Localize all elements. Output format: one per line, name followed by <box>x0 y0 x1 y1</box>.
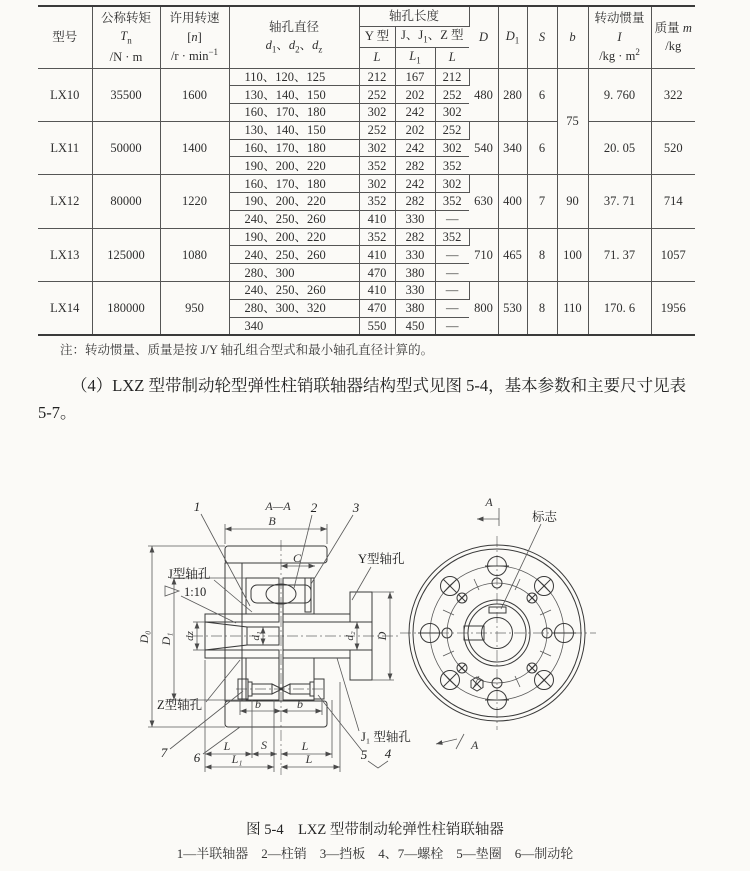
dim-dz: dz <box>184 631 196 641</box>
body-paragraph: （4）LXZ 型带制动轮型弹性柱销联轴器结构型式见图 5-4，基本参数和主要尺寸见表 5-7。 <box>38 376 687 422</box>
mark-rect <box>489 607 506 613</box>
cell: 160、170、180 <box>229 139 359 157</box>
cell: 190、200、220 <box>229 157 359 175</box>
cell: 1057 <box>651 228 695 281</box>
callout-6: 6 <box>193 750 201 765</box>
cell: 302 <box>359 104 395 122</box>
cell: 410 <box>359 210 395 228</box>
cell: 470 <box>359 299 395 317</box>
cell: 167 <box>395 68 435 86</box>
cell: 520 <box>651 121 695 174</box>
cell: 450 <box>395 317 435 335</box>
cell: 330 <box>395 246 435 264</box>
cell: — <box>435 282 469 300</box>
table-row <box>38 68 695 86</box>
cell: 282 <box>395 193 435 211</box>
dim-B: B <box>268 514 276 528</box>
table-note: 注：转动惯量、质量是按 J/Y 轴孔组合型式和最小轴孔直径计算的。 <box>60 343 434 357</box>
half-coupling-right <box>283 578 372 700</box>
cell: 540 <box>469 121 498 174</box>
cell: 280、300 <box>229 264 359 282</box>
cell: 330 <box>395 210 435 228</box>
cell: 400 <box>498 175 527 228</box>
callout-2: 2 <box>310 500 318 515</box>
section-view <box>137 499 411 775</box>
cell: 352 <box>435 228 469 246</box>
cell: 352 <box>435 157 469 175</box>
baffle-plate <box>305 578 311 612</box>
cell: 302 <box>435 104 469 122</box>
z-hole-label: Z型轴孔 <box>157 698 203 712</box>
hole-type-labels <box>157 551 411 744</box>
cell: 352 <box>435 193 469 211</box>
dim-b-left: b <box>255 697 261 711</box>
col-D: D <box>469 6 498 68</box>
col-L-z: L <box>435 47 469 68</box>
dim-L-top-left: L <box>223 739 231 753</box>
cell: 37. 71 <box>588 175 651 228</box>
taper-label: 1:10 <box>184 585 207 599</box>
cell: 330 <box>395 282 435 300</box>
col-b: b <box>557 6 588 68</box>
cell: 130、140、150 <box>229 121 359 139</box>
cell: 252 <box>435 86 469 104</box>
callout-1: 1 <box>193 499 201 514</box>
cell: — <box>435 264 469 282</box>
cell: 9. 760 <box>588 68 651 121</box>
col-model: 型号 <box>38 6 92 68</box>
cell: 20. 05 <box>588 121 651 174</box>
cell: LX14 <box>38 282 92 335</box>
cell: 710 <box>469 228 498 281</box>
cell: 80000 <box>92 175 160 228</box>
j-hole-label: J型轴孔 <box>168 567 211 581</box>
cell: 160、170、180 <box>229 104 359 122</box>
table-header <box>38 6 695 68</box>
cell: 8 <box>527 228 557 281</box>
cell: 6 <box>527 121 557 174</box>
cell: 280、300、320 <box>229 299 359 317</box>
col-torque: 公称转矩 $T_n$ /N · m <box>92 6 160 68</box>
cell: 212 <box>359 68 395 86</box>
cell: 35500 <box>92 68 160 121</box>
cell: 50000 <box>92 121 160 174</box>
cell: 410 <box>359 246 395 264</box>
cell: 470 <box>359 264 395 282</box>
figure-caption: 图 5-4 LXZ 型带制动轮弹性柱销联轴器 <box>246 822 504 838</box>
cell: 202 <box>395 86 435 104</box>
cell: 282 <box>395 228 435 246</box>
dim-b-right: b <box>297 697 303 711</box>
cell: 465 <box>498 228 527 281</box>
col-D1: $D_1$ <box>498 6 527 68</box>
col-inertia: 转动惯量 I $/kg \cdot m^2$ <box>588 6 651 68</box>
cell: 280 <box>498 68 527 121</box>
cell: — <box>435 246 469 264</box>
y-hole-label: Y型轴孔 <box>358 552 405 566</box>
cell: 630 <box>469 175 498 228</box>
cell: LX12 <box>38 175 92 228</box>
cell: 170. 6 <box>588 282 651 335</box>
cell: 352 <box>359 193 395 211</box>
cell: 1400 <box>160 121 229 174</box>
section-arrow-top <box>477 495 499 526</box>
cell: 302 <box>359 139 395 157</box>
cell: 190、200、220 <box>229 193 359 211</box>
cell: 352 <box>359 157 395 175</box>
cell: 1956 <box>651 282 695 335</box>
cell: 90 <box>557 175 588 228</box>
cell: 322 <box>651 68 695 121</box>
callout-7: 7 <box>160 745 168 760</box>
section-arrow-bottom-label: A <box>471 738 479 752</box>
cell: — <box>435 317 469 335</box>
cell: 71. 37 <box>588 228 651 281</box>
cell: 240、250、260 <box>229 210 359 228</box>
cell: 302 <box>435 139 469 157</box>
cell: 252 <box>359 121 395 139</box>
cell: 242 <box>395 175 435 193</box>
cell: 1220 <box>160 175 229 228</box>
col-speed: 许用转速 [n] $/r \cdot \min^{-1}$ <box>160 6 229 68</box>
cell: 1600 <box>160 68 229 121</box>
section-label: A—A <box>265 499 291 513</box>
callout-4: 4 <box>384 746 392 761</box>
cell: — <box>435 210 469 228</box>
section-arrow-bottom <box>436 734 479 752</box>
cell: 550 <box>359 317 395 335</box>
j1-hole-label: J₁ 型轴孔 <box>361 730 411 744</box>
dim-D0: D₀ <box>137 630 151 644</box>
end-view <box>400 495 596 752</box>
cell: 180000 <box>92 282 160 335</box>
cell: 410 <box>359 282 395 300</box>
cell: 242 <box>395 139 435 157</box>
col-bore-dia: 轴孔直径 $d_1$、$d_2$、$d_z$ <box>229 6 359 68</box>
dim-d1: d₁ <box>250 631 262 641</box>
col-L-y: L <box>359 47 395 68</box>
col-S: S <box>527 6 557 68</box>
dim-L-bottom-right: L <box>305 752 313 766</box>
taper-symbol <box>165 586 179 596</box>
table-row <box>38 228 695 246</box>
col-y-type: Y 型 <box>359 26 395 47</box>
cell: 110、120、125 <box>229 68 359 86</box>
cell: 714 <box>651 175 695 228</box>
dim-d2: d₂ <box>344 631 356 641</box>
cell: 212 <box>435 68 469 86</box>
cell: 480 <box>469 68 498 121</box>
cell: 75 <box>557 68 588 175</box>
cell: 125000 <box>92 228 160 281</box>
dim-L1: L₁ <box>231 752 243 766</box>
dim-S: S <box>261 738 267 752</box>
callout-3: 3 <box>352 500 360 515</box>
cell: 380 <box>395 264 435 282</box>
cell: 130、140、150 <box>229 86 359 104</box>
col-bore-length: 轴孔长度 <box>359 6 469 26</box>
cell: 340 <box>498 121 527 174</box>
figure-legend: 1—半联轴器 2—柱销 3—挡板 4、7—螺栓 5—垫圈 6—制动轮 <box>176 846 574 861</box>
callout-5: 5 <box>360 747 368 762</box>
cell: 950 <box>160 282 229 335</box>
dim-C: C <box>292 551 302 565</box>
cell: 340 <box>229 317 359 335</box>
cell: 302 <box>435 175 469 193</box>
dim-D1: D₁ <box>159 632 173 646</box>
cell: 160、170、180 <box>229 175 359 193</box>
col-jjz-type: J、$J_1$、Z 型 <box>395 26 469 47</box>
col-L1: $L_1$ <box>395 47 435 68</box>
table-row <box>38 175 695 193</box>
cell: LX13 <box>38 228 92 281</box>
cell: 1080 <box>160 228 229 281</box>
cell: 282 <box>395 157 435 175</box>
cell: 240、250、260 <box>229 246 359 264</box>
cell: 8 <box>527 282 557 335</box>
figure-5-4-drawing <box>0 470 750 815</box>
coupling-spec-table <box>38 5 695 336</box>
cell: 530 <box>498 282 527 335</box>
spec-table-body <box>38 68 695 335</box>
dim-L-top-right: L <box>301 739 309 753</box>
cell: 252 <box>359 86 395 104</box>
cell: 110 <box>557 282 588 335</box>
cell: — <box>435 299 469 317</box>
cell: 202 <box>395 121 435 139</box>
cell: 352 <box>359 228 395 246</box>
cell: 6 <box>527 68 557 121</box>
cell: 100 <box>557 228 588 281</box>
cell: 7 <box>527 175 557 228</box>
cell: LX10 <box>38 68 92 121</box>
mark-label: 标志 <box>532 510 558 524</box>
cell: 240、250、260 <box>229 282 359 300</box>
dim-D: D <box>375 631 389 641</box>
cell: 302 <box>359 175 395 193</box>
cell: 252 <box>435 121 469 139</box>
section-arrow-top-label: A <box>485 495 493 509</box>
cell: 380 <box>395 299 435 317</box>
cell: 190、200、220 <box>229 228 359 246</box>
table-row <box>38 121 695 139</box>
cell: LX11 <box>38 121 92 174</box>
col-mass: 质量 m /kg <box>651 6 695 68</box>
cell: 242 <box>395 104 435 122</box>
dimension-lines <box>137 514 394 772</box>
table-row <box>38 282 695 300</box>
cell: 800 <box>469 282 498 335</box>
